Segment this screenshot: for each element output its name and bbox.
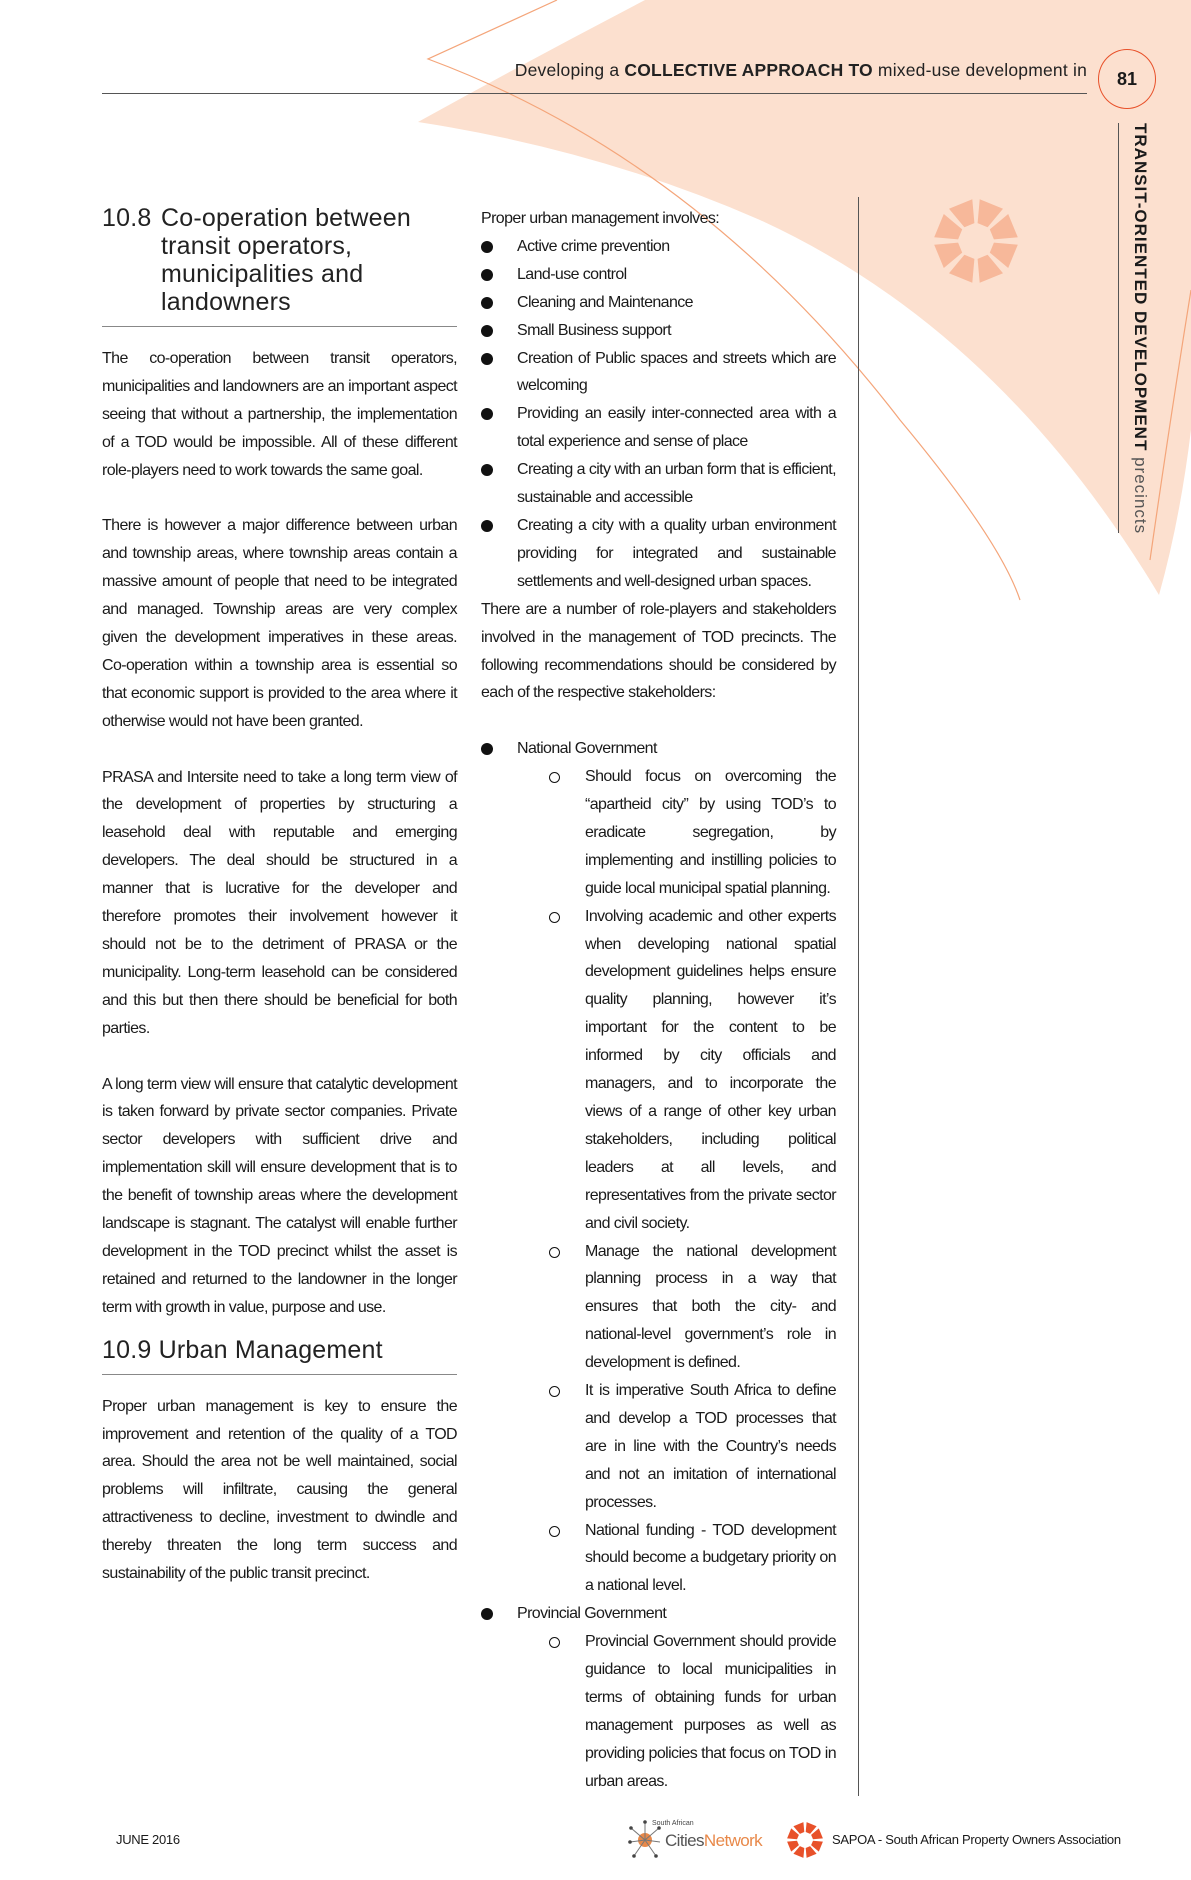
section-10-8-heading: 10.8 Co-operation between transit operators, municipalities and landowners bbox=[102, 204, 411, 316]
paragraph: There is however a major difference between urban and township areas, where township areas contain a massive amount of people that need to be integrated and managed. Township areas are very complex given the development imperatives in these areas. Co-operation within a township area is essential so that economic support is provided to the area where it otherwise would not have been granted. bbox=[102, 517, 457, 730]
sub-item: Should focus on overcoming the “apartheid city” by using TOD’s to eradicate segregation, by implementing and instilling policies to guide local municipal spatial planning. bbox=[549, 763, 836, 903]
side-title: TRANSIT-ORIENTED DEVELOPMENT precincts bbox=[1131, 123, 1150, 535]
list-item: Land-use control bbox=[481, 261, 836, 289]
list-item: Active crime prevention bbox=[481, 233, 836, 261]
stakeholder-list bbox=[481, 735, 836, 1795]
sub-item: It is imperative South Africa to define and develop a TOD processes that are in line with the Country’s needs and not an imitation of international processes. bbox=[549, 1377, 836, 1517]
paragraph: Proper urban management is key to ensure the improvement and retention of the quality of a TOD area. Should the area not be well maintained, social problems will infiltrate, causing the general attractiveness to decline, investment to dwindle and thereby threaten the long term success and sustainability of the public transit precinct. bbox=[102, 1397, 457, 1583]
network-text: Network bbox=[703, 1831, 763, 1850]
footer-date: JUNE 2016 bbox=[116, 1832, 180, 1847]
list-item: Creating a city with a quality urban environment providing for integrated and sustainable settlements and well-designed urban spaces. bbox=[481, 512, 836, 596]
section-10-8-body bbox=[102, 345, 457, 1322]
sapoa-logo-icon bbox=[786, 1821, 824, 1859]
stakeholder-item: Provincial Government Provincial Government should provide guidance to local municipalities in terms of obtaining funds for urban management purposes as well as providing policies that focus on TOD in urban areas. bbox=[481, 1600, 836, 1795]
section-10-9-heading: 10.9 Urban Management bbox=[102, 1335, 383, 1364]
paragraph: There are a number of role-players and stakeholders involved in the management of TOD precincts. The following recommendations should be considered by each of the respective stakeholders: bbox=[481, 600, 836, 702]
heading-rule bbox=[102, 1374, 457, 1375]
running-header: Developing a COLLECTIVE APPROACH TO mixed-use development in bbox=[514, 60, 1087, 80]
sub-item: Involving academic and other experts when developing national spatial development guidelines helps ensure quality planning, however it’s important for the content to be informed by city officials and managers, and to incorporate the views of a range of other key urban stakeholders, including political leaders at all levels, and representatives from the private sector and civil society. bbox=[549, 903, 836, 1238]
cities-text: Cities bbox=[665, 1831, 704, 1850]
paragraph: PRASA and Intersite need to take a long term view of the development of properties by structuring a leasehold deal with reputable and emerging developers. The deal should be structured in a manner that is lucrative for the developer and therefore promotes their involvement however it should not be to the detriment of PRASA or the municipality. Long-term leasehold can be considered and this but then there should be beneficial for both parties. bbox=[102, 768, 457, 1037]
left-column bbox=[102, 204, 457, 1588]
paragraph: A long term view will ensure that catalytic development is taken forward by private sector companies. Private sector developers with sufficient drive and implementation skill will ensure development that is to the benefit of township areas where the development landscape is stagnant. The catalyst will enable further development in the TOD precinct whilst the asset is retained and returned to the landowner in the longer term with growth in value, purpose and use. bbox=[102, 1075, 457, 1316]
sapoa-text: SAPOA - South African Property Owners Association bbox=[832, 1832, 1121, 1847]
page-number: 81 bbox=[1098, 49, 1156, 109]
list-item: Creation of Public spaces and streets which are welcoming bbox=[481, 345, 836, 401]
paragraph: The co-operation between transit operators, municipalities and landowners are an important aspect seeing that without a partnership, the implementation of a TOD would be impossible. All of these different role-players need to work towards the same goal. bbox=[102, 350, 457, 479]
header-rule bbox=[102, 93, 1087, 94]
column-rule bbox=[858, 197, 859, 1796]
list-item: Cleaning and Maintenance bbox=[481, 289, 836, 317]
involves-intro: Proper urban management involves: bbox=[481, 210, 720, 227]
right-column bbox=[481, 205, 836, 1796]
side-rule bbox=[1118, 123, 1119, 533]
section-10-9-body bbox=[102, 1393, 457, 1588]
involves-list bbox=[481, 233, 836, 596]
sub-item: Provincial Government should provide guidance to local municipalities in terms of obtaining funds for urban management purposes as well as providing policies that focus on TOD in urban areas. bbox=[549, 1628, 836, 1795]
stakeholder-item: National Government Should focus on overcoming the “apartheid city” by using TOD’s to eradicate segregation, by implementing and instilling policies to guide local municipal spatial planning. Involving academic and other experts when developing national spatial development guidelines helps ensure quality planning, however it’s important for the content to be informed by city officials and managers, and to incorporate the views of a range of other key urban stakeholders, including political leaders at all levels, and representatives from the private sector and civil society. Manage the national development planning process in a way that ensures that both the city- and national-level government’s role in development is defined. It is imperative South Africa to define and develop a TOD processes that are in line with the Country’s needs and not an imitation of international processes. National funding - TOD development should become a budgetary priority on a national level. bbox=[481, 735, 836, 1600]
sub-item: National funding - TOD development should become a budgetary priority on a national level. bbox=[549, 1517, 836, 1601]
cities-network-logo bbox=[628, 1820, 778, 1860]
list-item: Providing an easily inter-connected area with a total experience and sense of place bbox=[481, 400, 836, 456]
list-item: Small Business support bbox=[481, 317, 836, 345]
footer bbox=[0, 1820, 1191, 1864]
heading-rule bbox=[102, 326, 457, 327]
list-item: Creating a city with an urban form that is efficient, sustainable and accessible bbox=[481, 456, 836, 512]
cities-small-text: South African bbox=[652, 1820, 694, 1827]
sub-item: Manage the national development planning process in a way that ensures that both the city- and national-level government’s role in development is defined. bbox=[549, 1238, 836, 1378]
